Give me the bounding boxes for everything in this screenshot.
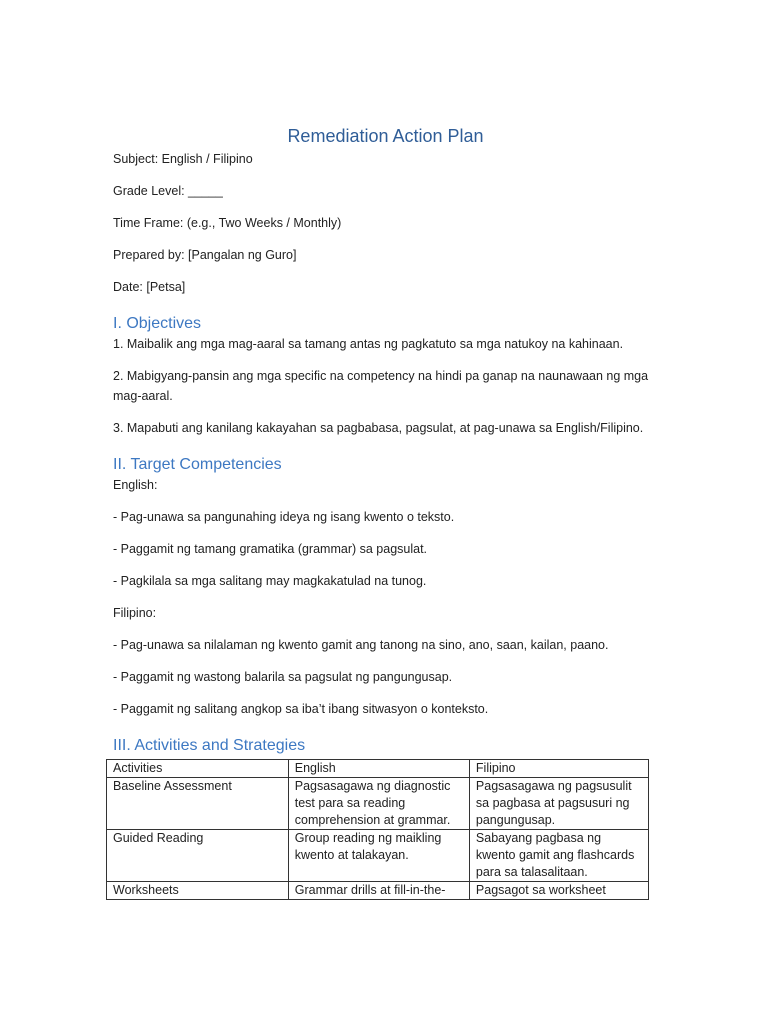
- objective-item: 1. Maibalik ang mga mag-aaral sa tamang antas ng pagkatuto sa mga natukoy na kahinaan.: [113, 337, 624, 351]
- table-cell: Pagsasagawa ng pagsusulit sa pagbasa at pagsusuri ng pangungusap.: [469, 778, 648, 830]
- document-title: Remediation Action Plan: [287, 126, 484, 146]
- table-cell: Pagsasagawa ng diagnostic test para sa reading comprehension at grammar.: [288, 778, 469, 830]
- meta-date: Date: [Petsa]: [113, 280, 186, 294]
- competencies-heading: II. Target Competencies: [113, 456, 282, 473]
- activities-table: [106, 759, 649, 900]
- column-header: Filipino: [469, 760, 648, 778]
- table-cell: Sabayang pagbasa ng kwento gamit ang flashcards para sa talasalitaan.: [469, 830, 648, 882]
- column-header: Activities: [107, 760, 289, 778]
- objectives-heading: I. Objectives: [113, 315, 202, 332]
- english-label: English:: [113, 478, 158, 492]
- objectives-list: [113, 334, 658, 438]
- table-cell: Guided Reading: [107, 830, 289, 882]
- table-header-row: [107, 760, 649, 778]
- competencies-list: [113, 475, 658, 719]
- table-row: [107, 830, 649, 882]
- competency-item: - Pag-unawa sa nilalaman ng kwento gamit ang tanong na sino, ano, saan, kailan, paano.: [113, 638, 609, 652]
- table-cell: Baseline Assessment: [107, 778, 289, 830]
- competency-item: - Paggamit ng salitang angkop sa iba’t ibang sitwasyon o konteksto.: [113, 702, 489, 716]
- column-header: English: [288, 760, 469, 778]
- table-row: [107, 882, 649, 900]
- table-cell: Grammar drills at fill-in-the-: [288, 882, 469, 900]
- competency-item: - Pagkilala sa mga salitang may magkakatulad na tunog.: [113, 574, 427, 588]
- objective-item: 2. Mabigyang-pansin ang mga specific na competency na hindi pa ganap na naunawaan ng mga mag-aaral.: [113, 369, 649, 403]
- activities-heading: III. Activities and Strategies: [113, 737, 306, 754]
- objective-item: 3. Mapabuti ang kanilang kakayahan sa pagbabasa, pagsulat, at pag-unawa sa English/Filipino.: [113, 421, 644, 435]
- table-cell: Group reading ng maikling kwento at talakayan.: [288, 830, 469, 882]
- meta-prepared-by: Prepared by: [Pangalan ng Guro]: [113, 248, 297, 262]
- table-cell: Worksheets: [107, 882, 289, 900]
- filipino-label: Filipino:: [113, 606, 157, 620]
- table-cell: Pagsagot sa worksheet: [469, 882, 648, 900]
- competency-item: - Pag-unawa sa pangunahing ideya ng isang kwento o teksto.: [113, 510, 455, 524]
- meta-time-frame: Time Frame: (e.g., Two Weeks / Monthly): [113, 216, 342, 230]
- meta-subject: Subject: English / Filipino: [113, 152, 253, 166]
- table-row: [107, 778, 649, 830]
- competency-item: - Paggamit ng tamang gramatika (grammar) sa pagsulat.: [113, 542, 428, 556]
- meta-grade-level: Grade Level: _____: [113, 184, 223, 198]
- competency-item: - Paggamit ng wastong balarila sa pagsulat ng pangungusap.: [113, 670, 453, 684]
